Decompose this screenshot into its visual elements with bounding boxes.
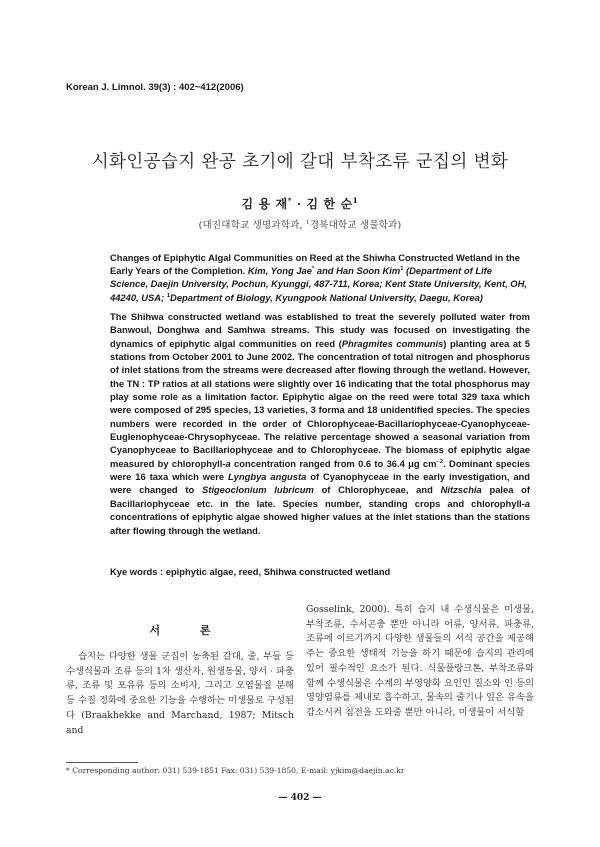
- body-paragraph-left: 습지는 다양한 생물 군집이 농축된 갈대, 줄, 부들 등 수생식물과 조류 등의 1차 생산자, 원생동물, 양서 · 파충류, 조류 및 포유류 등의 소비자, 그리고 오염물질 분해 등 수질 정화에 중요한 기능을 수행하는 미생물로 구성된다 (Braakhekke and Marchand, 1987; Mitsch and: [66, 651, 294, 736]
- corresponding-mark: *: [311, 266, 315, 273]
- body-column-right: [306, 603, 534, 721]
- authors-english-b: and Han Soon Kim: [314, 265, 401, 277]
- abstract-text: concentration ranged from 0.6 to 36.4 μg cm: [230, 457, 437, 469]
- affiliation-part-1: (대진대학교 생명과학과,: [198, 220, 306, 231]
- abstract-text: concentrations of epiphytic algae showed higher values at the inlet stations than the stations after flowing through the wetland.: [110, 511, 530, 536]
- italic-a: a: [225, 457, 231, 469]
- affiliation-english-b: Department of Biology, Kyungpook National University, Daegu, Korea): [170, 291, 483, 303]
- journal-reference: Korean J. Limnol. 39(3) : 402~412(2006): [66, 82, 244, 93]
- species-name: Lyngbya angusta: [227, 471, 307, 483]
- affiliation-mark: 1: [166, 292, 171, 299]
- affiliation-mark: 1: [352, 196, 359, 205]
- species-name: Stigeoclonium lubricum: [201, 484, 314, 496]
- abstract-text: The Shihwa constructed wetland was established to treat the severely polluted water from Banwoul, Donghwa and Samhwa streams. This study was focused on investigating the dynamics of epiphytic algal communities on reed (: [110, 311, 530, 349]
- abstract-text: ) planting area at 5 stations from October 2001 to June 2002. The concentration of total nitrogen and phosphorus of inlet stations from the streams were decreased after flowing through the wetland. However, the TN : TP ratios at all stations were slightly over 16 indicating that the total phosphorus may play some role as a limitation factor. Epiphytic algae on the reed were total 329 taxa which were composed of 295 species, 13 varieties, 3 forma and 18 unidentified species. The species numbers were recorded in the order of Chlorophyceae-Bacillariophyceae-Cyanophyceae-Euglenophyceae-Chrysophyceae. The relative percentage showed a seasonal variation from Cyanophyceae to Bacillariophyceae and to Chlorophyceae. The biomass of epiphytic algae measured by chlorophyll-: [110, 337, 530, 469]
- author-1: 김 용 재: [241, 197, 288, 211]
- abstract-text: of Cyanophyceae in the early investigation, and were changed to: [110, 471, 530, 496]
- page-number: — 402 —: [278, 793, 322, 803]
- abstract-text: of Chlorophyceae, and: [313, 484, 441, 496]
- body-column-left: [66, 600, 294, 738]
- footnote-divider: [66, 762, 138, 763]
- corresponding-mark: *: [287, 196, 293, 205]
- body-paragraph-right: Gosselink, 2000). 특히 습지 내 수생식물은 미생물, 부착조류, 수서곤충 뿐만 아니라 어류, 양서류, 파충류, 조류에 이르기까지 다양한 생물들의 서식 공간을 제공해 주는 중요한 생태적 기능을 하기 때문에 습지의 관리에 있어 필수적인 요소가 된다. 식물플랑크톤, 부착조류와 함께 수생식물은 수계의 부영양화 요인인 질소와 인 등의 영양염류를 체내로 흡수하고, 물속의 줄기나 잎은 유속을 감소시켜 침전을 도와줄 뿐만 아니라, 미생물이 서식할: [306, 604, 534, 718]
- title-korean: 시화인공습지 완공 초기에 갈대 부착조류 군집의 변화: [91, 152, 509, 172]
- affiliation-mark: 1: [305, 219, 310, 226]
- affiliation-mark: 1: [400, 266, 404, 273]
- authors-english-a: Kim, Yong Jae: [245, 265, 312, 277]
- footnote-corresponding-author: * Corresponding author: 031) 539-1851 Fax: 031) 539-1850, E-mail: yjkim@daejin.ac.kr: [66, 766, 405, 775]
- abstract-text: palea of Bacillariophyceae etc. in the late. Species number, standing crops and chlorophyll-: [110, 484, 531, 509]
- species-name: Phragmites communis: [341, 337, 444, 349]
- italic-a: a: [524, 497, 530, 509]
- author-2: 김 한 순: [306, 197, 353, 211]
- affiliation-english-a: (Department of Life Science, Daejin University, Pochun, Kyunggi, 487-711, Korea; Kent State University, Kent, OH, 44240, USA;: [110, 265, 527, 303]
- title-english-block: [110, 251, 530, 304]
- authors-korean: [0, 195, 600, 212]
- affiliation-part-2: 경북대학교 생물학과): [309, 220, 402, 231]
- section-heading-introduction: 서 론: [149, 624, 229, 637]
- species-name: Nitzschia: [440, 484, 482, 496]
- author-separator: ·: [292, 197, 307, 211]
- abstract: [110, 310, 530, 537]
- unit-exponent: −2: [436, 458, 444, 465]
- affiliation-korean: [0, 217, 600, 231]
- abstract-text: . Dominant species were 16 taxa which were: [110, 457, 530, 483]
- title-english: Changes of Epiphytic Algal Communities on Reed at the Shiwha Constructed Wetland in the Early Years of the Completion.: [110, 252, 520, 277]
- keywords: Kye words : epiphytic algae, reed, Shihwa constructed wetland: [110, 566, 391, 577]
